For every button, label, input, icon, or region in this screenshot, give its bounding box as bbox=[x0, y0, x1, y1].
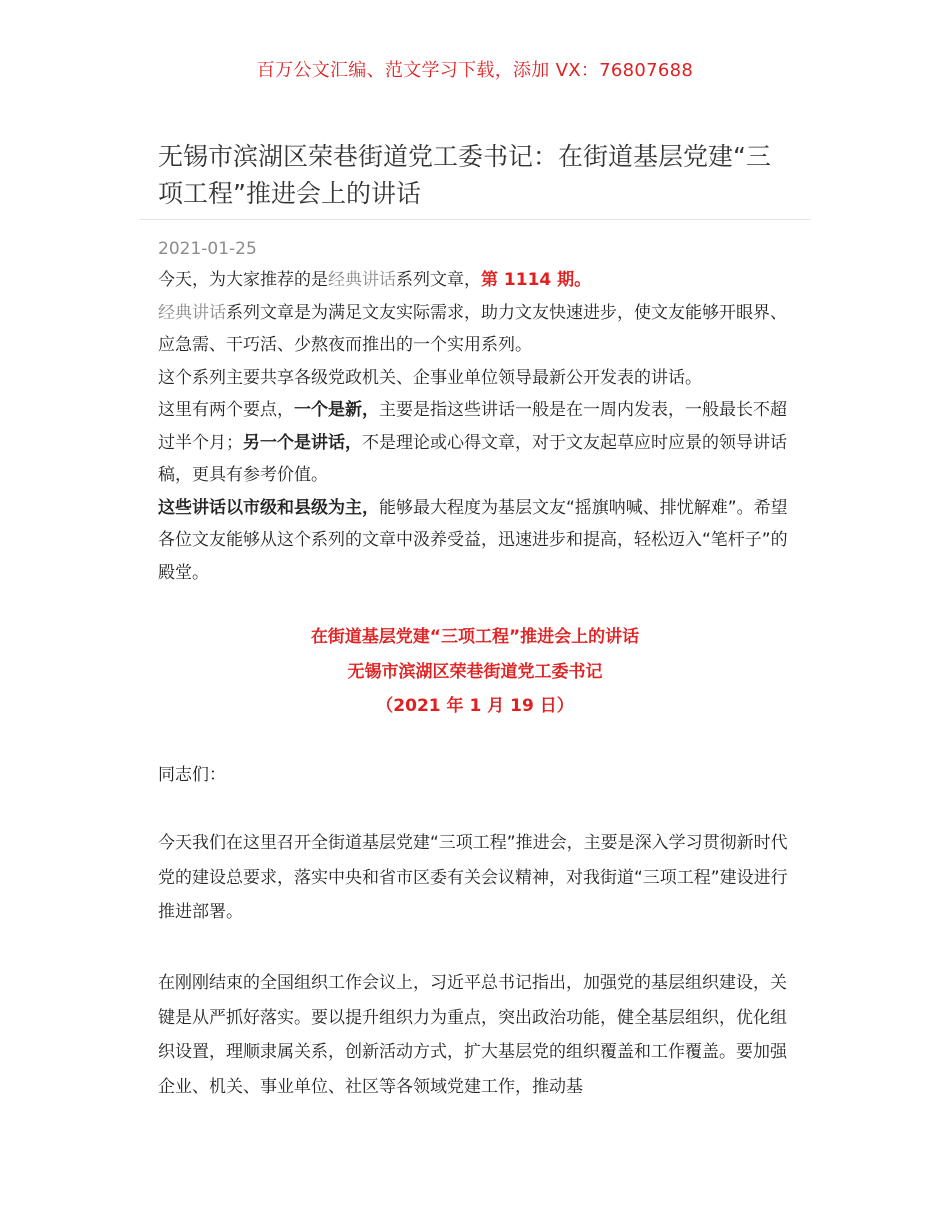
intro-text: 能够最大程度为基层文友“摇旗呐喊、排忧解难”。希望各位文友能够从这个系列的文章中汲养受益，迅速进步和提高，轻松迈入“笔杆子”的殿堂。 bbox=[158, 497, 788, 583]
series-name: 经典讲话 bbox=[158, 302, 226, 323]
intro-section bbox=[158, 264, 794, 589]
key-point: 这些讲话以市级和县级为主， bbox=[158, 497, 379, 518]
speech-speaker: 无锡市滨湖区荣巷街道党工委书记 bbox=[347, 661, 603, 682]
intro-text: 系列文章是为满足文友实际需求，助力文友快速进步，使文友能够开眼界、应急需、干巧活、少熬夜而推出的一个实用系列。 bbox=[158, 302, 787, 355]
publish-date: 2021-01-25 bbox=[158, 239, 257, 259]
intro-paragraph-1 bbox=[158, 264, 794, 297]
intro-paragraph-5 bbox=[158, 492, 794, 590]
title-divider bbox=[140, 219, 810, 220]
intro-text: 系列文章， bbox=[396, 270, 481, 290]
speech-title: 在街道基层党建“三项工程”推进会上的讲话 bbox=[310, 627, 640, 647]
speech-heading bbox=[0, 620, 950, 724]
intro-paragraph-2 bbox=[158, 297, 794, 362]
speech-date: （2021 年 1 月 19 日） bbox=[376, 696, 574, 716]
intro-paragraph-3: 这个系列主要共享各级党政机关、企事业单位领导最新公开发表的讲话。 bbox=[158, 367, 702, 388]
intro-text: 主要是指这些讲话一般是在一周内发表，一般最长不超过半个月； bbox=[158, 400, 787, 453]
intro-text: 不是理论或心得文章，对于文友起草应时应景的领导讲话稿，更具有参考价值。 bbox=[158, 432, 787, 485]
intro-text: 这里有两个要点， bbox=[158, 400, 294, 420]
speech-greeting: 同志们： bbox=[158, 765, 226, 785]
speech-paragraph-2: 在刚刚结束的全国组织工作会议上，习近平总书记指出，加强党的基层组织建设，关键是从严抓好落实。要以提升组织力为重点，突出政治功能，健全基层组织，优化组织设置，理顺隶属关系，创新活动方式，扩大基层党的组织覆盖和工作覆盖。要加强企业、机关、事业单位、社区等各领域党建工作，推动基 bbox=[158, 973, 787, 1097]
intro-text: 今天，为大家推荐的是 bbox=[158, 270, 328, 290]
intro-paragraph-4 bbox=[158, 394, 794, 492]
download-banner: 百万公文汇编、范文学习下载，添加 VX：76807688 bbox=[256, 60, 694, 81]
key-point: 另一个是讲话， bbox=[243, 432, 362, 453]
key-point: 一个是新， bbox=[294, 400, 379, 420]
article-title: 无锡市滨湖区荣巷街道党工委书记：在街道基层党建“三项工程”推进会上的讲话 bbox=[158, 142, 771, 208]
series-name: 经典讲话 bbox=[328, 270, 396, 290]
speech-paragraph-1: 今天我们在这里召开全街道基层党建“三项工程”推进会，主要是深入学习贯彻新时代党的建设总要求，落实中央和省市区委有关会议精神，对我街道“三项工程”建设进行推进部署。 bbox=[158, 833, 788, 922]
issue-number: 第 1114 期。 bbox=[481, 270, 592, 290]
